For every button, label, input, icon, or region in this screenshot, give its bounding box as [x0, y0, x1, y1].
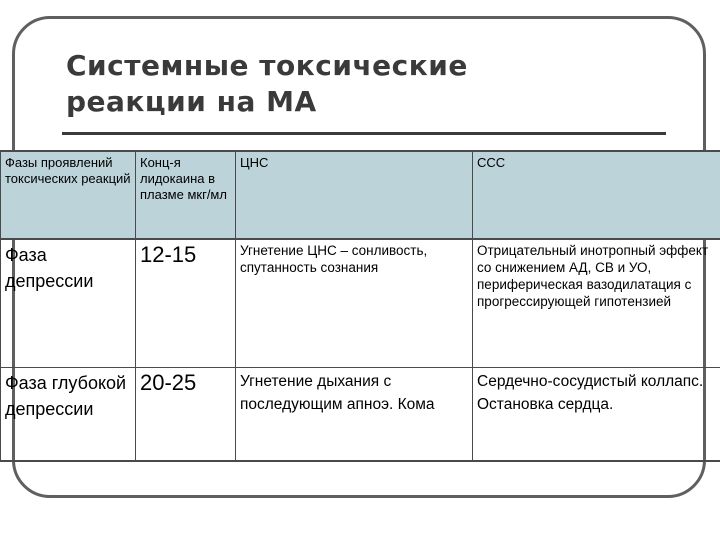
- header-cns: ЦНС: [236, 151, 473, 239]
- table-row: [1, 367, 720, 461]
- slide-title-line-2: реакции на МА: [66, 85, 317, 118]
- table-row: [1, 239, 720, 367]
- cell-concentration: 20-25: [136, 367, 236, 461]
- slide-title: [66, 48, 468, 120]
- title-underline: [62, 132, 666, 135]
- cell-concentration: 12-15: [136, 239, 236, 367]
- toxic-reactions-table: [0, 150, 720, 462]
- header-concentration: Конц-я лидокаина в плазме мкг/мл: [136, 151, 236, 239]
- cell-cns: Угнетение дыхания с последующим апноэ. Кома: [236, 367, 473, 461]
- cell-cvs: Отрицательный инотропный эффект со снижением АД, СВ и УО, периферическая вазодилатация с прогрессирующей гипотензией: [473, 239, 720, 367]
- slide-title-line-1: Системные токсические: [66, 49, 468, 82]
- cell-cvs: Сердечно-сосудистый коллапс. Остановка сердца.: [473, 367, 720, 461]
- header-cvs: ССС: [473, 151, 720, 239]
- cell-phase: Фаза глубокой депрессии: [1, 367, 136, 461]
- cell-phase: Фаза депрессии: [1, 239, 136, 367]
- header-phases: Фазы проявлений токсических реакций: [1, 151, 136, 239]
- table-header-row: [1, 151, 720, 239]
- cell-cns: Угнетение ЦНС – сонливость, спутанность сознания: [236, 239, 473, 367]
